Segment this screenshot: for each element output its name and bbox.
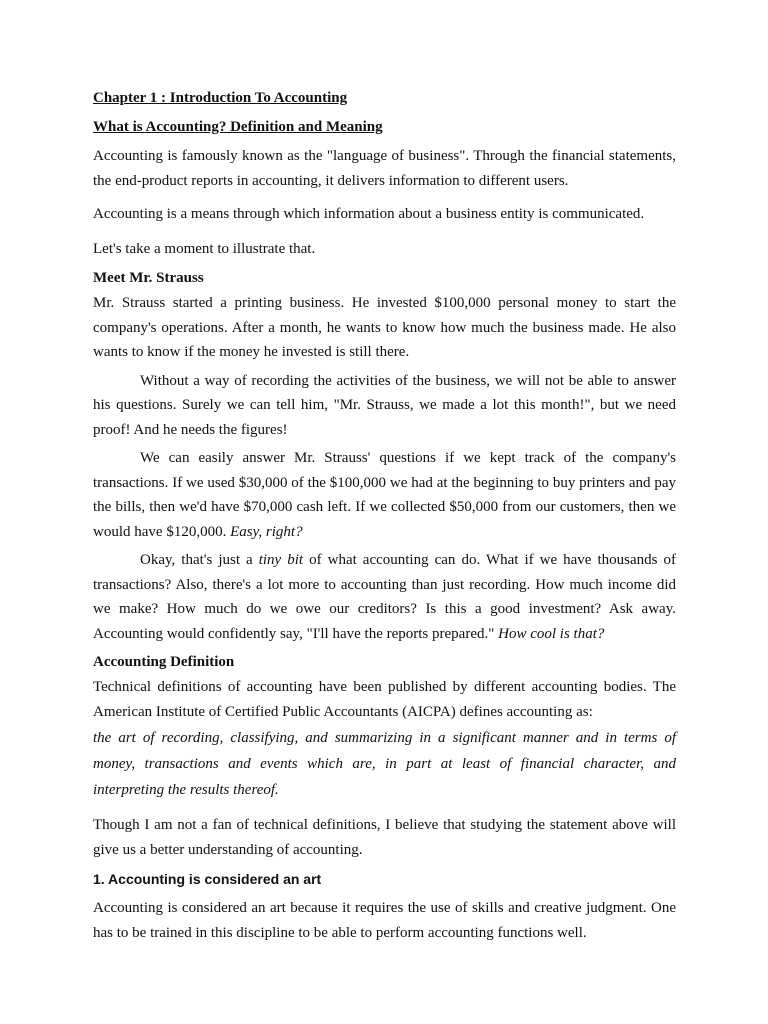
paragraph-technical-definitions: Technical definitions of accounting have been published by different accounting bodies. The American Institute of Certified Public Accountants (AICPA) defines accounting as: <box>93 679 676 720</box>
paragraph-okay-italic2: How cool is that? <box>498 625 605 642</box>
paragraph-not-a-fan: Though I am not a fan of technical definitions, I believe that studying the statement above will give us a better understanding of accounting. <box>93 817 676 858</box>
paragraph-okay-part1: Okay, that's just a <box>140 552 259 568</box>
paragraph-transactions-text: We can easily answer Mr. Strauss' questions if we kept track of the company's transactions. If we used $30,000 of the $100,000 we had at the beginning to buy printers and pay the bills, then we'd have $70,000 cash left. If we collected $50,000 from our customers, then we would have $120,000. <box>93 450 676 540</box>
aicpa-definition-quote: the art of recording, classifying, and summarizing in a significant manner and in terms of money, transactions and events which are, in part at least of financial character, and interpreting the results thereof. <box>93 730 676 798</box>
paragraph-strauss-business: Mr. Strauss started a printing business. He invested $100,000 personal money to start the company's operations. After a month, he wants to know how much the business made. He also wants to know if the money he invested is still there. <box>93 295 676 360</box>
heading-accounting-definition: Accounting Definition <box>93 654 235 670</box>
document-page <box>93 86 676 946</box>
heading-meet-strauss: Meet Mr. Strauss <box>93 270 204 286</box>
paragraph-okay-part2: of what accounting can do. What if we have thousands of transactions? Also, there's a lot more to accounting than just recording. How much income did we make? How much do we owe our creditors? Is this a good investment? Ask away. Accounting would confidently say, "I'll have the reports prepared." <box>93 552 677 642</box>
paragraph-illustrate: Let's take a moment to illustrate that. <box>93 241 316 257</box>
paragraph-okay-italic1: tiny bit <box>258 552 304 568</box>
section-title: What is Accounting? Definition and Meaning <box>93 119 383 135</box>
heading-accounting-art: 1. Accounting is considered an art <box>93 871 322 887</box>
paragraph-transactions <box>93 446 676 544</box>
paragraph-okay <box>93 548 676 646</box>
paragraph-art: Accounting is considered an art because it requires the use of skills and creative judgment. One has to be trained in this discipline to be able to perform accounting functions well. <box>93 900 676 941</box>
paragraph-intro: Accounting is famously known as the "language of business". Through the financial statements, the end-product reports in accounting, it delivers information to different users. <box>93 148 676 189</box>
paragraph-means: Accounting is a means through which information about a business entity is communicated. <box>93 206 645 222</box>
chapter-title: Chapter 1 : Introduction To Accounting <box>93 90 348 106</box>
paragraph-recording: Without a way of recording the activities of the business, we will not be able to answer his questions. Surely we can tell him, "Mr. Strauss, we made a lot this month!", but we need proof! And he needs the figures! <box>93 372 676 438</box>
paragraph-transactions-italic: Easy, right? <box>230 523 303 540</box>
